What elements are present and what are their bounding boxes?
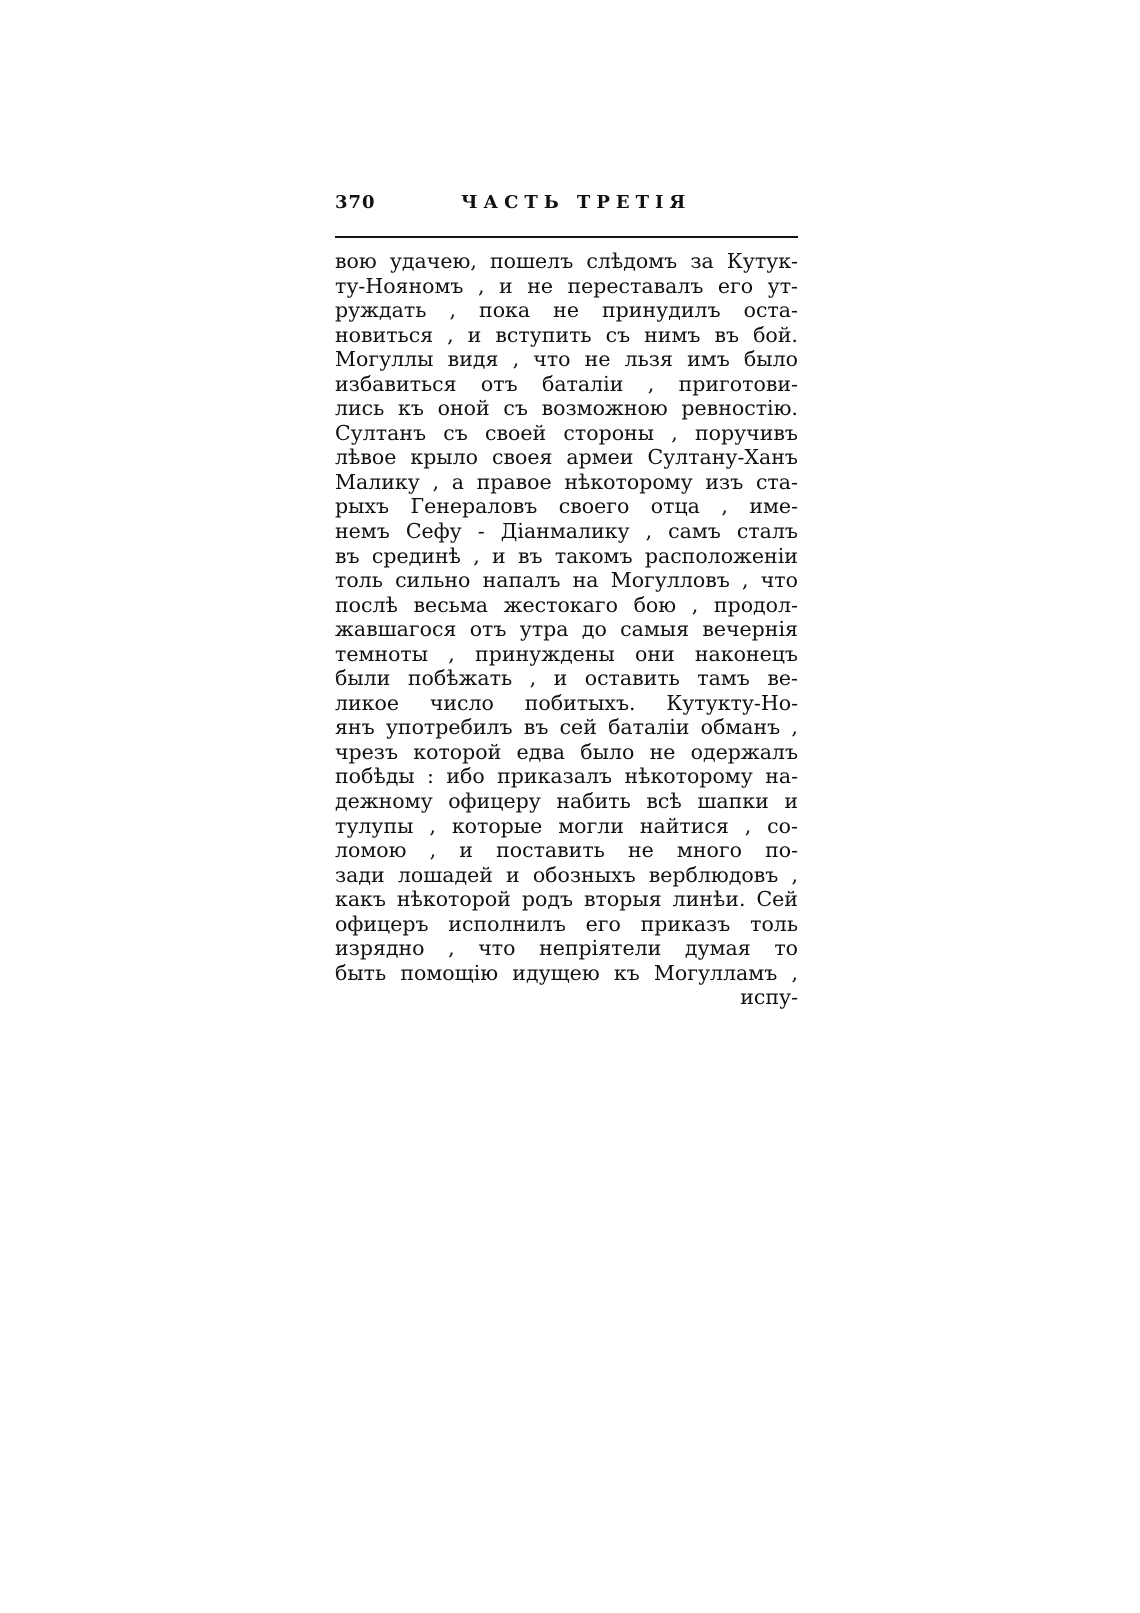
text-line: въ срединѣ , и въ такомъ расположеніи (335, 543, 798, 568)
text-line: вою удачею, пошелъ слѣдомъ за Кутук- (335, 249, 798, 273)
text-line: ломою , и поставить не много по- (335, 838, 798, 863)
text-line: ликое число побитыхъ. Кутукту-Но- (335, 690, 798, 715)
text-line: офицеръ исполнилъ его приказъ толь (335, 911, 798, 936)
body-text (335, 249, 798, 1010)
page-header (335, 192, 798, 220)
text-line: немъ Сефу - Діанмалику , самъ сталъ (335, 519, 798, 544)
running-head: ЧАСТЬ ТРЕТІЯ (461, 192, 692, 213)
text-line: тулупы , которые могли найтися , со- (335, 813, 798, 838)
text-line: какъ нѣкоторой родъ вторыя линѣи. Сей (335, 887, 798, 912)
text-line: лись къ оной съ возможною ревностію. (335, 396, 798, 421)
text-line: Малику , а правое нѣкоторому изъ ста- (335, 469, 798, 494)
text-line: ту-Нояномъ , и не переставалъ его ут- (335, 273, 798, 298)
text-line: толь сильно напалъ на Могулловъ , что (335, 568, 798, 593)
text-line: новиться , и вступить съ нимъ въ бой. (335, 322, 798, 347)
text-line: руждать , пока не принудилъ оста- (335, 298, 798, 323)
text-line: быть помощію идущею къ Могулламъ , (335, 960, 798, 985)
text-line: изрядно , что непріятели думая то (335, 936, 798, 961)
text-line: зади лошадей и обозныхъ верблюдовъ , (335, 862, 798, 887)
text-line: дежному офицеру набить всѣ шапки и (335, 789, 798, 814)
text-line: Могуллы видя , что не льзя имъ было (335, 347, 798, 372)
header-rule (335, 236, 798, 238)
page-number: 370 (335, 192, 376, 213)
text-line: испу- (740, 985, 798, 1010)
text-line: жавшагося отъ утра до самыя вечернія (335, 617, 798, 642)
text-line: чрезъ которой едва было не одержалъ (335, 739, 798, 764)
text-line: лѣвое крыло своея армеи Султану-Ханъ (335, 445, 798, 470)
text-line: избавиться отъ баталіи , приготови- (335, 371, 798, 396)
text-line: темноты , принуждены они наконецъ (335, 641, 798, 666)
text-line: янъ употребилъ въ сей баталіи обманъ , (335, 715, 798, 740)
text-line: рыхъ Генераловъ своего отца , име- (335, 494, 798, 519)
text-line: Султанъ съ своей стороны , поручивъ (335, 420, 798, 445)
text-line: побѣды : ибо приказалъ нѣкоторому на- (335, 764, 798, 789)
text-line: были побѣжать , и оставить тамъ ве- (335, 666, 798, 691)
text-line: послѣ весьма жестокаго бою , продол- (335, 592, 798, 617)
